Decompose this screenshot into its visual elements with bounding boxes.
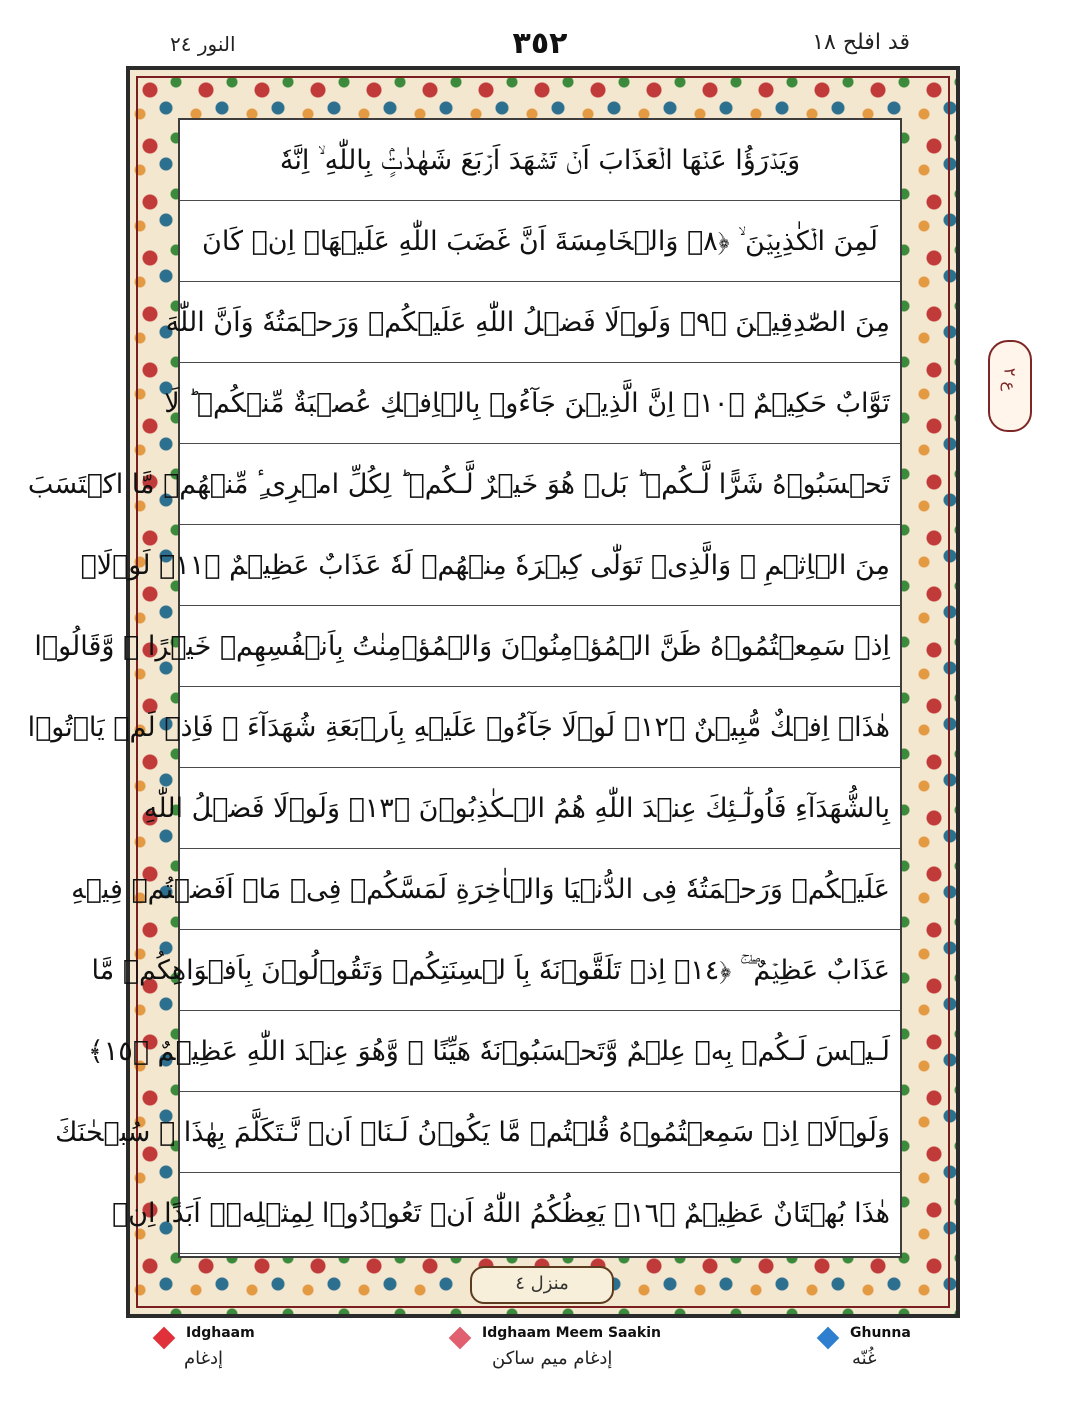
text-line: هٰذَاۤ اِفۡكٌ مُّبِيۡنٌ‏ ﴿١٢﴾ لَوۡلَا جَآءُوۡ عَلَيۡهِ بِاَرۡبَعَةِ شُهَدَآءَ‌ ۚ فَاِذۡ لَمۡ يَاۡتُوۡا xyxy=(180,687,900,768)
juz-name: قد افلح ١٨ xyxy=(812,30,910,55)
manzil-label: منزل ٤ xyxy=(470,1266,614,1304)
text-line: اِذۡ سَمِعۡتُمُوۡهُ ظَنَّ الۡمُؤۡمِنُوۡنَ وَالۡمُؤۡمِنٰتُ بِاَنۡفُسِهِمۡ خَيۡرًا ۙ وَّقَالُوۡا xyxy=(180,606,900,687)
text-line: وَيَدۡرَؤُا عَنۡهَا الۡعَذَابَ اَنۡ تَشۡهَدَ اَرۡبَعَ شَهٰدٰتٍۢ بِاللّٰهِ ۙ اِنَّهٗ xyxy=(180,120,900,201)
diamond-icon xyxy=(153,1327,176,1350)
text-line: وَلَوۡلَاۤ اِذۡ سَمِعۡتُمُوۡهُ قُلۡتُمۡ مَّا يَكُوۡنُ لَـنَاۤ اَنۡ نَّـتَكَلَّمَ بِهٰذَا ‌ۖ سُبۡحٰنَكَ xyxy=(180,1092,900,1173)
legend-item-ghunna xyxy=(820,1322,940,1402)
legend-label-ar: إدغام xyxy=(184,1348,224,1369)
surah-name: النور ٢٤ xyxy=(170,32,236,56)
text-line: تَوَّابٌ حَكِيۡمٌ‏ ﴿١٠﴾ اِنَّ الَّذِيۡنَ جَآءُوۡ بِالۡاِفۡكِ عُصۡبَةٌ مِّنۡكُمۡ‌ ؕ لَا xyxy=(180,363,900,444)
page-number: ٣٥٢ xyxy=(512,26,568,61)
text-line: لَـيۡسَ لَـكُمۡ بِهٖ عِلۡمٌ وَّتَحۡسَبُوۡنَهٗ هَيِّنًا ‌ۖ وَّهُوَ عِنۡدَ اللّٰهِ عَظِيۡمٌ‏ ﴿١٥﴾ xyxy=(180,1011,900,1092)
text-line: عَلَيۡكُمۡ وَرَحۡمَتُهٗ فِى الدُّنۡيَا وَالۡاٰخِرَةِ لَمَسَّكُمۡ فِىۡ مَاۤ اَفَضۡتُمۡ فِيۡهِ xyxy=(180,849,900,930)
text-line: مِنَ الصّٰدِقِيۡنَ‏ ﴿٩﴾ وَلَوۡلَا فَضۡلُ اللّٰهِ عَلَيۡكُمۡ وَرَحۡمَتُهٗ وَاَنَّ اللّٰهَ xyxy=(180,282,900,363)
legend-label-ar: إدغام ميم ساكن xyxy=(492,1348,613,1369)
quran-text-panel xyxy=(27,118,902,1258)
diamond-icon xyxy=(817,1327,840,1350)
text-line: عَذَابٌ عَظِيۡمٌ ۖ‌ ۚ ﴿١٤﴾ اِذۡ تَلَقَّوۡنَهٗ بِاَ لۡسِنَتِكُمۡ وَتَقُوۡلُوۡنَ بِاَفۡوَاهِكُمۡ مَّا xyxy=(180,930,900,1011)
ruku-marker-text: ع ٢ xyxy=(1000,367,1020,392)
legend-label-en: Ghunna xyxy=(850,1325,911,1341)
text-line: تَحۡسَبُوۡهُ شَرًّا لَّـكُمۡ‌ ؕ بَلۡ هُوَ خَيۡرٌ لَّـكُمۡ‌ ؕ لِكُلِّ امۡرِىٴٍ مِّنۡهُمۡ مَّا اكۡتَسَبَ xyxy=(180,444,900,525)
tajweed-legend xyxy=(0,1322,1080,1411)
page-header xyxy=(150,26,930,66)
text-line: لَمِنَ الۡكٰذِبِيۡنَ ۙ‏ ﴿٨﴾ وَالۡخَامِسَةَ اَنَّ غَضَبَ اللّٰهِ عَلَيۡهَاۤ اِنۡ كَانَ xyxy=(180,201,900,282)
legend-label-en: Idghaam Meem Saakin xyxy=(482,1325,662,1341)
legend-label-en: Idghaam xyxy=(186,1325,255,1341)
text-line: هٰذَا بُهۡتَانٌ عَظِيۡمٌ‏ ﴿١٦﴾ يَعِظُكُمُ اللّٰهُ اَنۡ تَعُوۡدُوۡا لِمِثۡلِهٖۤ اَبَدًا اِنۡ xyxy=(180,1173,900,1254)
text-line: مِنَ الۡاِثۡمِ‌ ۚ وَالَّذِىۡ تَوَلّٰى كِبۡرَهٗ مِنۡهُمۡ لَهٗ عَذَابٌ عَظِيۡمٌ‏ ﴿١١﴾ لَوۡلَاۤ xyxy=(180,525,900,606)
legend-item-idghaam xyxy=(156,1322,276,1402)
legend-item-idghaam-meem xyxy=(452,1322,682,1402)
legend-label-ar: غُنّه xyxy=(852,1348,877,1369)
diamond-icon xyxy=(449,1327,472,1350)
text-line: بِالشُّهَدَآءِ فَاُولٰٓـئِكَ عِنۡدَ اللّٰهِ هُمُ الۡـكٰذِبُوۡنَ‏ ﴿١٣﴾ وَلَوۡلَا فَضۡلُ اللّٰهِ xyxy=(180,768,900,849)
ruku-marker xyxy=(988,340,1032,432)
